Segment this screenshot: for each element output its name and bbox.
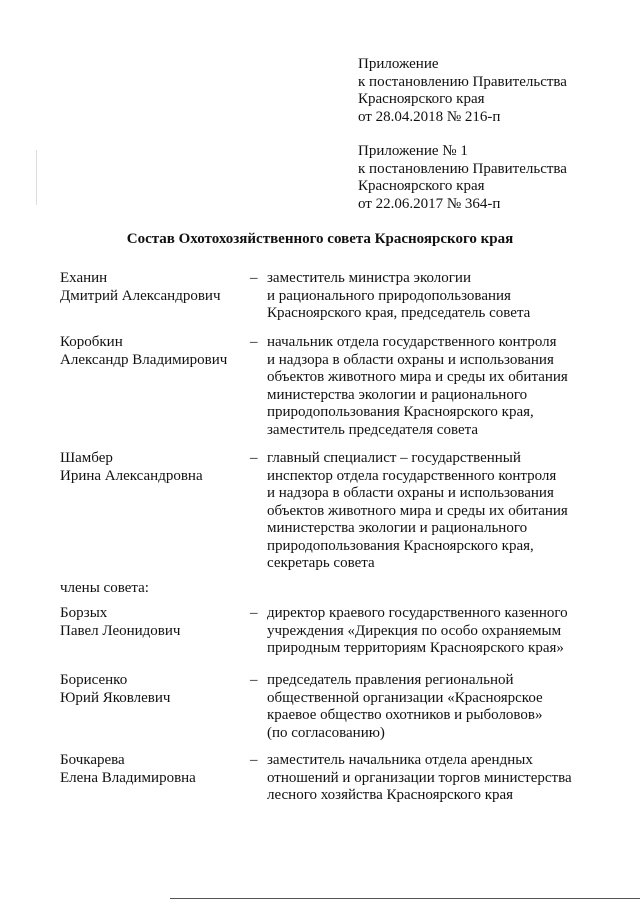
annex-line: от 22.06.2017 № 364-п (358, 195, 501, 212)
member-surname: Борзых (60, 605, 108, 621)
annex-header-original (358, 143, 628, 213)
member-name (60, 605, 255, 640)
scan-edge-line (170, 898, 640, 899)
dash-separator: – (250, 270, 258, 286)
role-line: лесного хозяйства Красноярского края (267, 787, 514, 803)
member-surname: Еханин (60, 270, 108, 286)
role-line: и рационального природопользования (267, 287, 511, 304)
annex-header-current (358, 56, 628, 126)
role-line: министерства экологии и рационального (267, 520, 528, 536)
member-name (60, 334, 255, 369)
member-given-name: Ирина Александровна (60, 467, 203, 484)
member-role (267, 605, 627, 658)
role-line: главный специалист – государственный (267, 450, 521, 466)
dash-separator: – (250, 605, 258, 621)
role-line: общественной организации «Красноярское (267, 689, 543, 706)
role-line: отношений и организации торгов министерства (267, 769, 572, 786)
role-line: заместитель министра экологии (267, 270, 471, 286)
role-line: заместитель председателя совета (267, 421, 479, 438)
role-line: учреждения «Дирекция по особо охраняемым (267, 622, 562, 639)
role-line: природным территориям Красноярского края» (267, 640, 564, 656)
document-title: Состав Охотохозяйственного совета Красноярского края (126, 231, 514, 247)
annex-line: Приложение № 1 (358, 143, 468, 159)
role-line: председатель правления региональной (267, 672, 514, 688)
role-line: заместитель начальника отдела арендных (267, 752, 533, 768)
role-line: секретарь совета (267, 555, 375, 571)
members-section-label: члены совета: (60, 580, 149, 596)
dash-separator: – (250, 450, 258, 466)
dash-separator: – (250, 334, 258, 350)
annex-line: к постановлению Правительства (358, 73, 567, 90)
annex-line: к постановлению Правительства (358, 160, 567, 177)
member-given-name: Александр Владимирович (60, 351, 228, 368)
member-given-name: Елена Владимировна (60, 769, 196, 786)
member-given-name: Дмитрий Александрович (60, 287, 221, 304)
member-role (267, 672, 627, 742)
scan-margin-mark (36, 150, 37, 205)
role-line: министерства экологии и рационального (267, 386, 528, 403)
role-line: краевое общество охотников и рыболовов» (267, 707, 543, 723)
dash-separator: – (250, 752, 258, 768)
member-name (60, 672, 255, 707)
member-name (60, 450, 255, 485)
annex-line: Приложение (358, 56, 439, 72)
dash-separator: – (250, 672, 258, 688)
member-role (267, 270, 627, 323)
member-given-name: Юрий Яковлевич (60, 689, 171, 706)
member-surname: Коробкин (60, 334, 123, 350)
member-role (267, 334, 627, 439)
role-line: (по согласованию) (267, 724, 385, 741)
member-name (60, 270, 255, 305)
role-line: природопользования Красноярского края, (267, 404, 534, 420)
annex-line: Красноярского края (358, 178, 485, 194)
role-line: инспектор отдела государственного контроля (267, 467, 557, 484)
member-surname: Борисенко (60, 672, 128, 688)
member-role (267, 450, 627, 573)
role-line: Красноярского края, председатель совета (267, 305, 531, 321)
member-surname: Бочкарева (60, 752, 125, 768)
member-name (60, 752, 255, 787)
annex-line: Красноярского края (358, 91, 485, 107)
annex-line: от 28.04.2018 № 216-п (358, 108, 501, 125)
role-line: объектов животного мира и среды их обитания (267, 369, 568, 385)
role-line: и надзора в области охраны и использования (267, 485, 554, 501)
member-given-name: Павел Леонидович (60, 622, 181, 639)
role-line: начальник отдела государственного контроля (267, 334, 557, 350)
role-line: природопользования Красноярского края, (267, 537, 534, 554)
member-role (267, 752, 627, 805)
role-line: и надзора в области охраны и использования (267, 351, 554, 368)
member-surname: Шамбер (60, 450, 113, 466)
role-line: директор краевого государственного казенного (267, 605, 568, 621)
role-line: объектов животного мира и среды их обитания (267, 502, 568, 519)
